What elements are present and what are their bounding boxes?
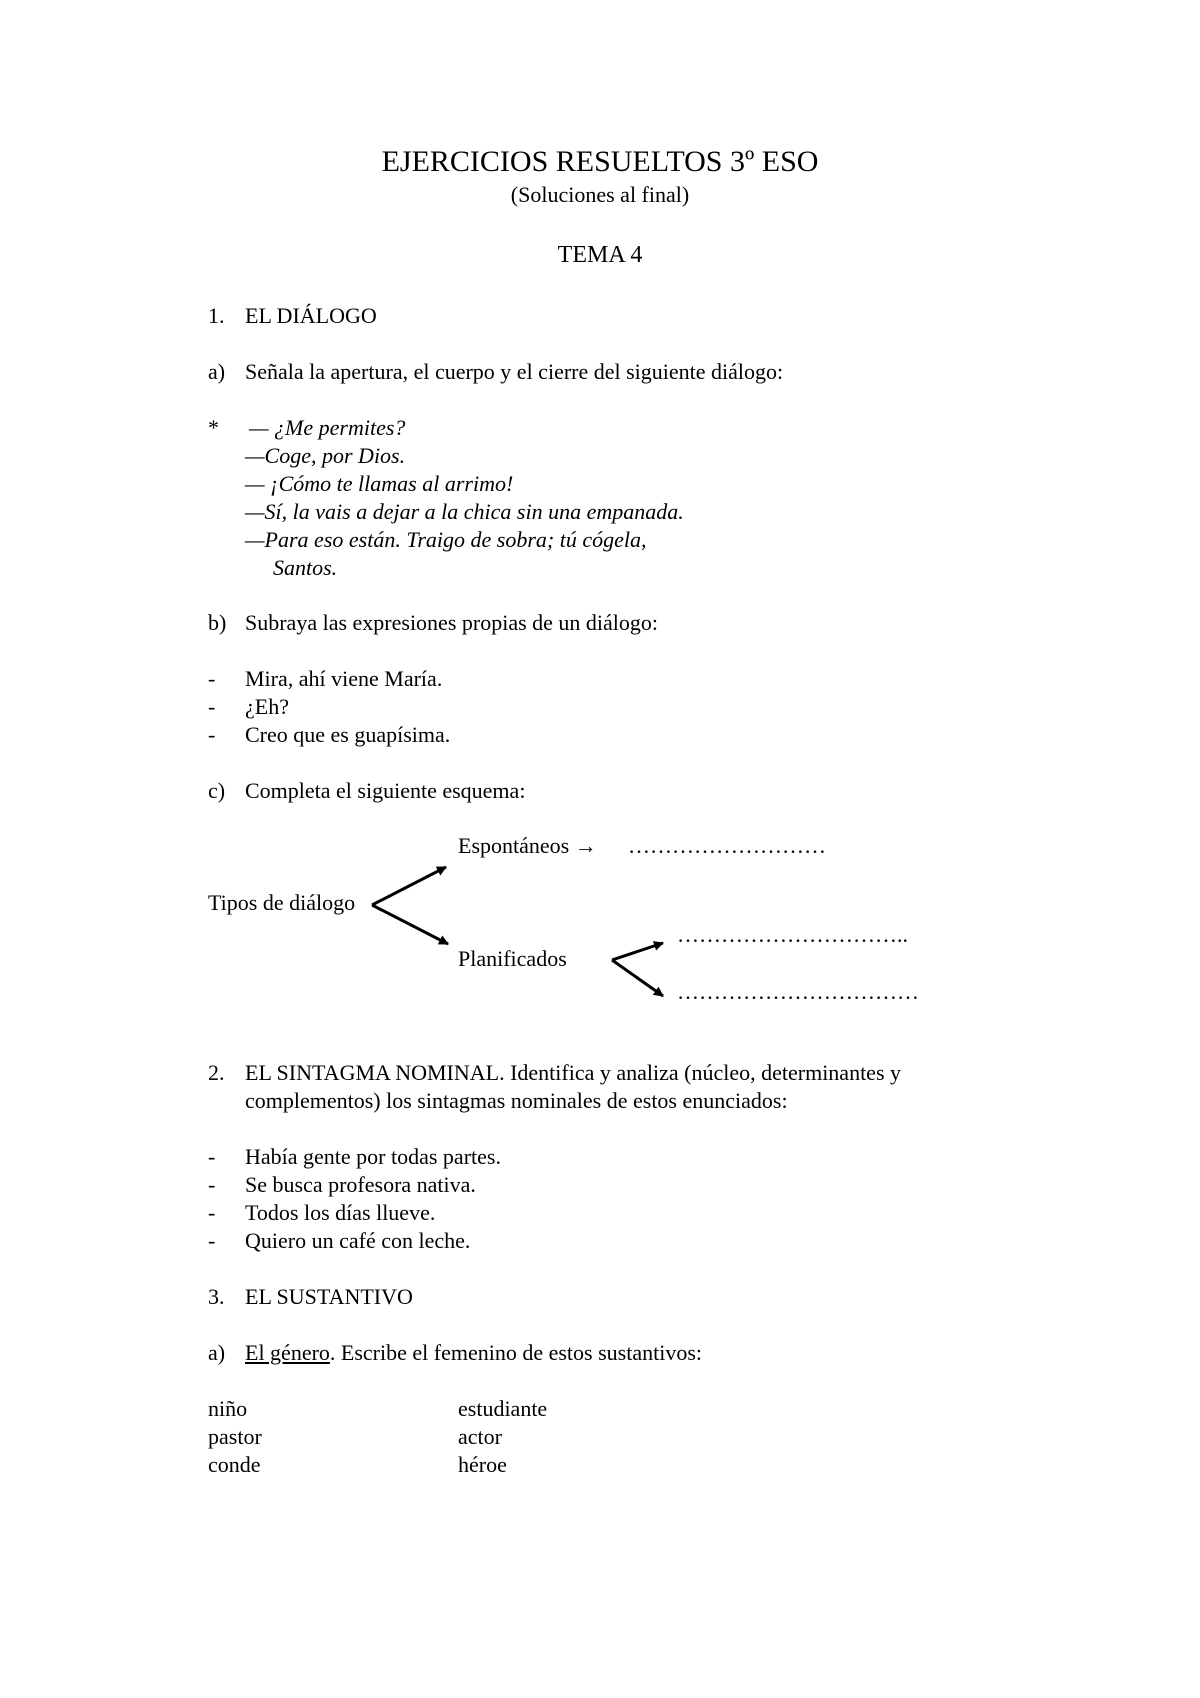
word-item: héroe	[458, 1452, 507, 1477]
exercise-3a-underlined: El género	[245, 1340, 330, 1365]
list-item: ¿Eh?	[245, 694, 289, 719]
word-item: conde	[208, 1452, 261, 1477]
arrow-to-planned-blank-1	[612, 943, 663, 960]
dialogue-bullet: *	[208, 415, 219, 440]
section-1-title: EL DIÁLOGO	[245, 303, 377, 328]
document-title: EJERCICIOS RESUELTOS 3º ESO	[381, 145, 819, 178]
dialogue-line: — ¡Cómo te llamas al arrimo!	[245, 471, 514, 496]
list-dash: -	[208, 722, 216, 747]
exercise-1b-marker: b)	[208, 610, 227, 635]
list-dash: -	[208, 1144, 216, 1169]
document-subtitle: (Soluciones al final)	[510, 182, 690, 207]
dialogue-line: —Coge, por Dios.	[245, 443, 406, 468]
arrow-to-planned-blank-2	[612, 960, 663, 996]
word-item: pastor	[208, 1424, 262, 1449]
scheme-planned-blank-1: …………………………..	[677, 922, 908, 947]
exercise-3a-text: . Escribe el femenino de estos sustantivos:	[329, 1340, 702, 1365]
exercise-1c-marker: c)	[208, 778, 226, 803]
dialogue-line: —Para eso están. Traigo de sobra; tú cógela,	[245, 527, 647, 552]
tema-heading: TEMA 4	[557, 242, 643, 268]
list-item: Había gente por todas partes.	[245, 1144, 501, 1169]
arrow-to-spontaneous	[372, 867, 446, 905]
section-3-number: 3.	[208, 1284, 225, 1309]
word-item: estudiante	[458, 1396, 548, 1421]
dialogue-line: —Sí, la vais a dejar a la chica sin una empanada.	[245, 499, 684, 524]
list-dash: -	[208, 1228, 216, 1253]
scheme-spontaneous-blank: ………………………	[628, 833, 826, 858]
list-dash: -	[208, 694, 216, 719]
section-1-number: 1.	[208, 303, 225, 328]
exercise-1a-marker: a)	[208, 359, 226, 384]
list-item: Todos los días llueve.	[245, 1200, 436, 1225]
dialogue-line: Santos.	[273, 555, 338, 580]
dialogue-line: — ¿Me permites?	[249, 415, 406, 440]
arrow-to-planned	[372, 905, 448, 944]
exercise-3a-instruction	[245, 1339, 702, 1367]
list-item: Mira, ahí viene María.	[245, 666, 443, 691]
exercise-3a-marker: a)	[208, 1340, 226, 1365]
list-item: Quiero un café con leche.	[245, 1228, 471, 1253]
section-2-title: EL SINTAGMA NOMINAL. Identifica y analiza (núcleo, determinantes y	[245, 1060, 902, 1085]
word-item: niño	[208, 1396, 248, 1421]
list-dash: -	[208, 1200, 216, 1225]
list-dash: -	[208, 666, 216, 691]
list-item: Creo que es guapísima.	[245, 722, 451, 747]
list-dash: -	[208, 1172, 216, 1197]
exercise-1a-instruction: Señala la apertura, el cuerpo y el cierre del siguiente diálogo:	[245, 359, 784, 384]
section-2-text: complementos) los sintagmas nominales de estos enunciados:	[245, 1088, 788, 1113]
scheme-planned-blank-2: ……………………………	[677, 979, 919, 1004]
scheme-planned-label: Planificados	[458, 946, 567, 971]
scheme-root-label: Tipos de diálogo	[208, 890, 356, 915]
section-2-number: 2.	[208, 1060, 225, 1085]
section-3-title: EL SUSTANTIVO	[245, 1284, 413, 1309]
word-item: actor	[458, 1424, 502, 1449]
exercise-1b-instruction: Subraya las expresiones propias de un diálogo:	[245, 610, 659, 635]
scheme-spontaneous-label: Espontáneos →	[458, 833, 597, 858]
list-item: Se busca profesora nativa.	[245, 1172, 476, 1197]
exercise-1c-instruction: Completa el siguiente esquema:	[245, 778, 526, 803]
